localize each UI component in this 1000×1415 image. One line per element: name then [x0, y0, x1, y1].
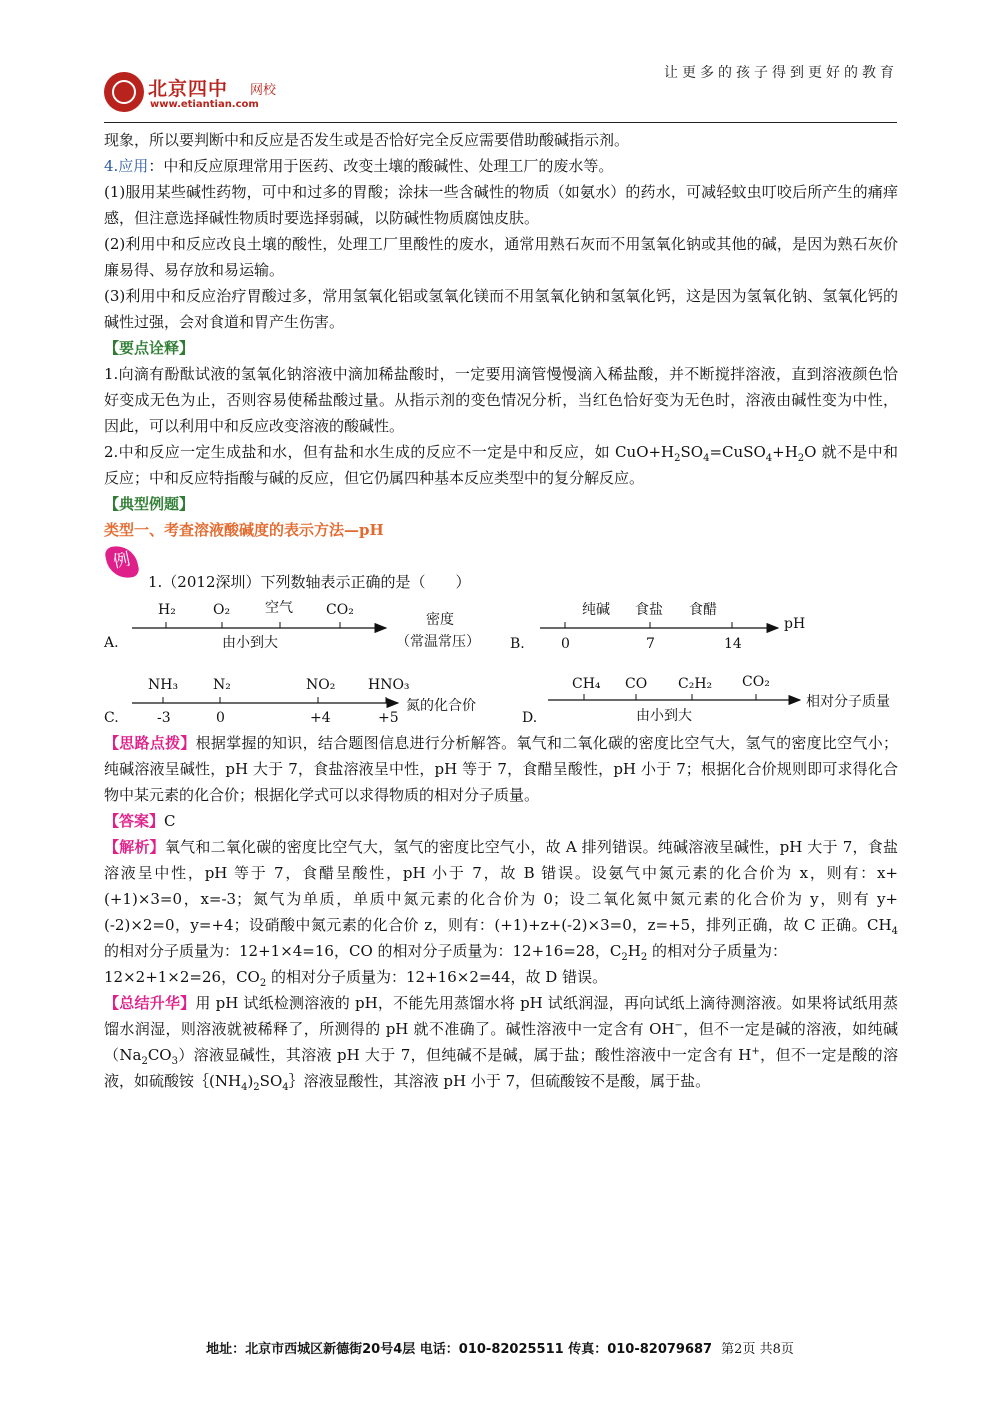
option-c-axis-title: 氮的化合价: [406, 698, 476, 714]
option-a-item: CO₂: [326, 602, 354, 618]
question-text: 1.（2012深圳）下列数轴表示正确的是（ ）: [148, 573, 471, 591]
answer-value: C: [164, 812, 176, 830]
paragraph: 2.中和反应一定生成盐和水，但有盐和水生成的反应不一定是中和反应，如 $CuO+H_2SO_4=CuSO_4+H_2O$ 就不是中和反应；中和反应特指酸与碱的反应，但它仍属四种基本反应类型中的复分解反应。: [104, 443, 898, 487]
paragraph: 4.应用：中和反应原理常用于医药、改变土壤的酸碱性、处理工厂的废水等。: [104, 157, 614, 175]
footer-address: 地址：北京市西城区新德街20号4层 电话：010-82025511 传真：010-82079687: [206, 1342, 713, 1357]
header-divider: [104, 122, 897, 123]
paragraph: 【解析】氧气和二氧化碳的密度比空气大，氢气的密度比空气小，故 A 排列错误。纯碱溶液呈碱性，pH 大于 7，食盐溶液呈中性，pH 等于 7，食醋呈酸性，pH 小于 7，故 B 错误。设氨气中氮元素的化合价为 x，则有：x+(+1)×3=0，x=-3；氮气为单质，单质中氮元素的化合价为 0；设二氧化氮中氮元素的化合价为 y，则有 y+(-2)×2=0，y=+4；设硝酸中氮元素的化合价 z，则有：(+1)+z+(-2)×3=0，z=+5，排列正确，故 C 正确。$CH_4$ 的相对分子质量为：12+1×4=16，CO 的相对分子质量为：12+16=28，$C_2H_2$ 的相对分子质量为： 12×2+1×2=26，$CO_2$ 的相对分子质量为：12+16×2=44，故 D 错误。: [104, 838, 898, 989]
option-b-tick: 0: [561, 636, 570, 652]
analysis-section: [104, 730, 898, 1094]
paragraph: 1.向滴有酚酞试液的氢氧化钠溶液中滴加稀盐酸时，一定要用滴管慢慢滴入稀盐酸，并不断搅拌溶液，直到溶液颜色恰好变成无色为止，否则容易使稀盐酸过量。从指示剂的变色情况分析，当红色恰好变为无色时，溶液由碱性变为中性，因此，可以利用中和反应改变溶液的酸碱性。: [104, 365, 898, 435]
option-c-item: NO₂: [306, 677, 336, 693]
option-b-tick: 7: [646, 636, 655, 652]
tag-explain: 【解析】: [104, 838, 165, 856]
option-d-item: C₂H₂: [678, 676, 713, 692]
page-content: [104, 127, 898, 543]
option-a-item: O₂: [213, 602, 231, 618]
option-a-axis-note: （常温常压）: [396, 634, 480, 650]
logo-net-text: 网校: [250, 83, 277, 98]
option-a-direction: 由小到大: [222, 635, 278, 651]
option-c-item: NH₃: [148, 677, 179, 693]
option-c-tick: 0: [216, 710, 225, 726]
option-b-item: 食盐: [635, 602, 663, 618]
option-c-tick: +4: [310, 710, 331, 726]
paragraph: 【思路点拨】根据掌握的知识，结合题图信息进行分析解答。氧气和二氧化碳的密度比空气大，氢气的密度比空气小；纯碱溶液呈碱性，pH 大于 7，食盐溶液呈中性，pH 等于 7，食醋呈酸性，pH 小于 7；根据化合价规则即可求得化合物中某元素的化合价；根据化学式可以求得物质的相对分子质量。: [104, 734, 898, 804]
option-d-item: CH₄: [572, 676, 601, 692]
tag-summary: 【总结升华】: [104, 994, 196, 1012]
paragraph: (3)利用中和反应治疗胃酸过多，常用氢氧化铝或氢氧化镁而不用氢氧化钠和氢氧化钙，这是因为氢氧化钠、氢氧化钙的碱性过强，会对食道和胃产生伤害。: [104, 287, 898, 331]
paragraph: (1)服用某些碱性药物，可中和过多的胃酸；涂抹一些含碱性的物质（如氨水）的药水，可减轻蚊虫叮咬后所产生的痛痒感，但注意选择碱性物质时要选择弱碱，以防碱性物质腐蚀皮肤。: [104, 183, 898, 227]
option-d-item: CO: [625, 676, 648, 692]
option-b-tick: 14: [724, 636, 742, 652]
option-d-label: D.: [522, 710, 538, 726]
example-badge-icon: 例: [104, 542, 140, 581]
paragraph: [104, 808, 898, 834]
option-a-axis-title: 密度: [426, 612, 454, 628]
page-number: 第2页 共8页: [721, 1342, 794, 1357]
header-slogan: 让更多的孩子得到更好的教育: [664, 65, 898, 81]
tag-answer: 【答案】: [104, 812, 165, 830]
paragraph: 现象，所以要判断中和反应是否发生或是否恰好完全反应需要借助酸碱指示剂。: [104, 131, 630, 149]
option-d-direction: 由小到大: [636, 708, 692, 724]
tag-hint: 【思路点拨】: [104, 734, 196, 752]
option-b-item: 纯碱: [582, 602, 610, 618]
option-a-label: A.: [104, 635, 119, 651]
logo-text: 北京四中: [148, 78, 229, 100]
option-a-item: H₂: [158, 602, 176, 618]
logo-emblem-icon: [104, 72, 144, 112]
section-heading: 【典型例题】: [104, 495, 195, 513]
paragraph: 【总结升华】用 pH 试纸检测溶液的 pH，不能先用蒸馏水将 pH 试纸润湿，再向试纸上滴待测溶液。如果将试纸用蒸馏水润湿，则溶液就被稀释了，所测得的 pH 就不准确了。碱性溶液中一定含有 OH−，但不一定是碱的溶液，如纯碱$(Na_2CO_3)$溶液显碱性，其溶液 pH 大于 7，但纯碱不是碱，属于盐；酸性溶液中一定含有 H+，但不一定是酸的溶液，如硫酸铵$\{(NH_4)_2SO_4\}$溶液显酸性，其溶液 pH 小于 7，但硫酸铵不是酸，属于盐。: [104, 994, 898, 1093]
option-b-axis-title: pH: [784, 616, 806, 632]
option-d-item: CO₂: [742, 674, 770, 690]
section-label: 4.应用: [104, 157, 149, 175]
option-c-item: N₂: [213, 677, 231, 693]
type-heading: 类型一、考查溶液酸碱度的表示方法—pH: [104, 521, 384, 539]
number-line-figure: [100, 592, 900, 732]
option-a-item: 空气: [265, 600, 293, 616]
page-footer: [0, 1338, 1000, 1357]
option-c-label: C.: [104, 710, 119, 726]
option-c-tick: +5: [378, 710, 399, 726]
paragraph: (2)利用中和反应改良土壤的酸性，处理工厂里酸性的废水，通常用熟石灰而不用氢氧化钠或其他的碱，是因为熟石灰价廉易得、易存放和易运输。: [104, 235, 898, 279]
option-b-item: 食醋: [689, 602, 717, 618]
option-b-label: B.: [510, 636, 525, 652]
logo-url: www.etiantian.com: [150, 99, 259, 110]
option-c-tick: -3: [157, 710, 171, 726]
option-d-axis-title: 相对分子质量: [806, 694, 890, 710]
option-c-item: HNO₃: [368, 677, 410, 693]
section-heading: 【要点诠释】: [104, 339, 195, 357]
